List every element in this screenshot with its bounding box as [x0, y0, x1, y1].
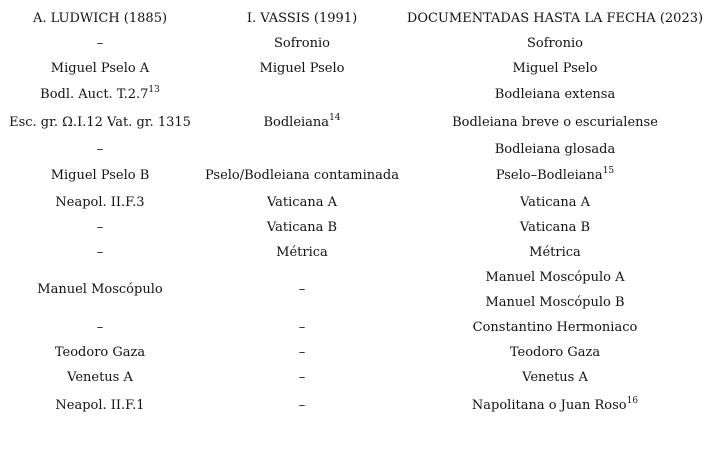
table-row	[0, 81, 712, 109]
cell-documentadas: Sofronio	[527, 35, 583, 51]
table-row	[0, 215, 712, 240]
cell-documentadas	[404, 398, 706, 414]
cell-text: Bodl. Auct. T.2.7	[40, 87, 149, 102]
table-row	[0, 56, 712, 81]
cell-documentadas	[404, 168, 706, 184]
cell-vassis: –	[298, 398, 306, 413]
cell-ludwich: –	[96, 141, 104, 157]
editions-comparison-table	[0, 6, 712, 422]
footnote-ref: 13	[148, 85, 160, 95]
table-row	[0, 340, 712, 365]
cell-documentadas	[404, 265, 706, 315]
cell-ludwich: Manuel Moscópulo	[37, 282, 163, 297]
header-documentadas: DOCUMENTADAS HASTA LA FECHA (2023)	[406, 10, 704, 26]
cell-vassis: Vaticana B	[266, 219, 338, 235]
cell-vassis: Pselo/Bodleiana contaminada	[205, 168, 399, 183]
cell-ludwich: Esc. gr. Ω.I.12 Vat. gr. 1315	[9, 115, 191, 130]
cell-documentadas: Vaticana A	[519, 194, 590, 210]
footnote-ref: 14	[329, 113, 341, 123]
cell-ludwich: –	[96, 35, 104, 51]
cell-text: Manuel Moscópulo A	[485, 269, 625, 285]
cell-ludwich: Neapol. II.F.1	[55, 398, 145, 413]
table-row	[0, 190, 712, 215]
table-row	[0, 390, 712, 422]
table-header-row	[0, 6, 712, 31]
cell-ludwich	[0, 87, 200, 103]
cell-documentadas: Bodleiana extensa	[494, 87, 616, 102]
table-row	[0, 365, 712, 390]
table-row	[0, 240, 712, 265]
cell-vassis: –	[298, 344, 306, 360]
cell-vassis: –	[298, 319, 306, 335]
cell-text: Bodleiana	[263, 115, 330, 130]
cell-documentadas: Constantino Hermoniaco	[472, 319, 638, 335]
cell-ludwich: Venetus A	[67, 369, 133, 385]
cell-ludwich: –	[96, 244, 104, 260]
cell-text: Pselo–Bodleiana	[495, 168, 603, 183]
cell-vassis: Miguel Pselo	[259, 60, 345, 76]
table-row	[0, 265, 712, 315]
cell-ludwich: –	[96, 319, 104, 335]
cell-text: Napolitana o Juan Roso	[471, 398, 627, 413]
cell-ludwich: Miguel Pselo B	[50, 168, 150, 183]
cell-vassis: –	[298, 282, 306, 297]
cell-documentadas: Bodleiana breve o escurialense	[452, 115, 658, 130]
table-row	[0, 109, 712, 137]
table-row	[0, 315, 712, 340]
cell-vassis: Sofronio	[274, 35, 330, 51]
cell-vassis: Vaticana A	[266, 194, 337, 210]
table-row	[0, 137, 712, 162]
cell-ludwich: Miguel Pselo A	[50, 60, 150, 76]
cell-documentadas: Teodoro Gaza	[509, 344, 601, 360]
cell-documentadas: Venetus A	[522, 369, 588, 385]
header-vassis: I. VASSIS (1991)	[246, 10, 358, 26]
cell-vassis: –	[298, 369, 306, 385]
cell-text: Manuel Moscópulo B	[485, 294, 625, 310]
cell-documentadas: Vaticana B	[519, 219, 591, 235]
cell-vassis: Métrica	[276, 244, 328, 260]
footnote-ref: 15	[602, 166, 615, 176]
cell-documentadas: Métrica	[529, 244, 581, 260]
cell-vassis	[200, 115, 404, 131]
cell-documentadas: Bodleiana glosada	[494, 141, 616, 157]
header-ludwich: A. LUDWICH (1885)	[32, 10, 168, 26]
cell-ludwich: Teodoro Gaza	[54, 344, 146, 360]
footnote-ref: 16	[626, 396, 639, 406]
cell-documentadas: Miguel Pselo	[512, 60, 598, 76]
table-row	[0, 162, 712, 190]
cell-ludwich: –	[96, 219, 104, 235]
cell-ludwich: Neapol. II.F.3	[55, 194, 145, 210]
table-row	[0, 31, 712, 56]
